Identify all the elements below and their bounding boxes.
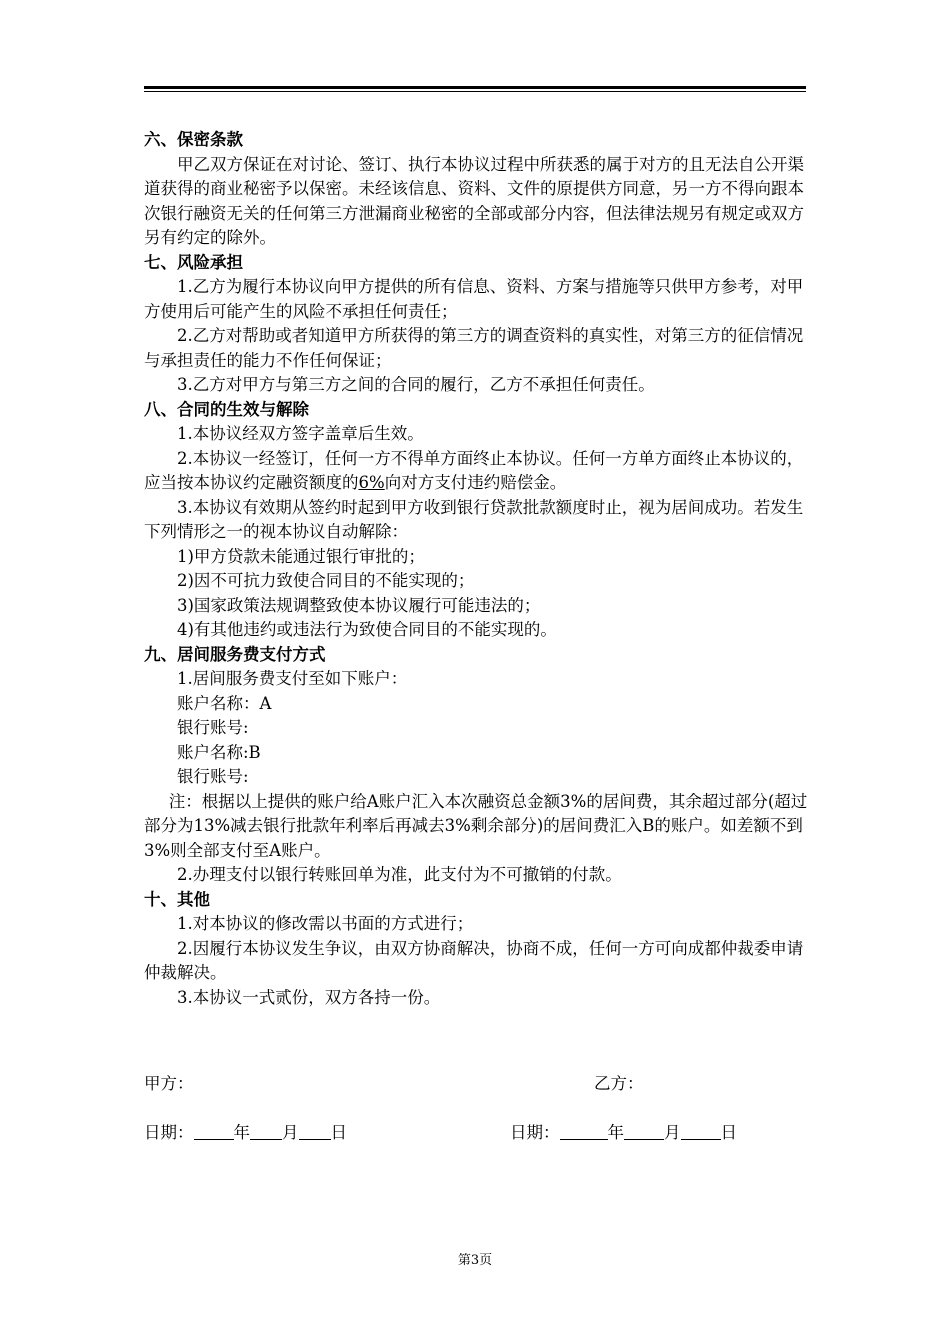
account-a-name: 账户名称：A — [177, 693, 272, 713]
year-label: 年 — [607, 1123, 624, 1142]
payment-note: 注：根据以上提供的账户给A账户汇入本次融资总金额3%的居间费，其余超过部分(超过部分为13%减去银行批款年利率后再减去3%剩余部分)的居间费汇入B的账户。如差额不到3%则全部支付至A账户。 — [144, 791, 808, 860]
month-label: 月 — [282, 1123, 299, 1142]
section-8-item: 3.本协议有效期从签约时起到甲方收到银行贷款批款额度时止，视为居间成功。若发生下列情形之一的视本协议自动解除： — [144, 497, 804, 541]
year-blank — [560, 1121, 608, 1140]
section-10-item: 2.因履行本协议发生争议，由双方协商解决，协商不成，任何一方可向成都仲裁委申请仲裁解决。 — [144, 938, 804, 982]
day-label: 日 — [330, 1123, 347, 1142]
page-number: 第3页 — [457, 1253, 493, 1268]
date-label: 日期： — [510, 1123, 560, 1142]
month-blank — [624, 1121, 664, 1140]
termination-case: 4)有其他违约或违法行为致使合同目的不能实现的。 — [177, 620, 557, 639]
party-a-label: 甲方： — [144, 1074, 194, 1093]
header-rule-thin — [144, 91, 806, 92]
day-label: 日 — [720, 1123, 737, 1142]
section-7-item: 1.乙方为履行本协议向甲方提供的所有信息、资料、方案与措施等只供甲方参考，对甲方使用后可能产生的风险不承担任何责任； — [144, 277, 804, 321]
section-9-title: 九、居间服务费支付方式 — [144, 644, 326, 664]
section-7-item: 2.乙方对帮助或者知道甲方所获得的第三方的调查资料的真实性，对第三方的征信情况与承担责任的能力不作任何保证； — [144, 326, 804, 370]
section-10-title: 十、其他 — [144, 889, 210, 909]
section-10-item: 1.对本协议的修改需以书面的方式进行； — [177, 914, 474, 933]
section-8-item2-post: 向对方支付违约赔偿金。 — [384, 473, 567, 492]
account-b-number: 银行账号: — [177, 767, 249, 786]
year-label: 年 — [233, 1123, 250, 1142]
termination-case: 1)甲方贷款未能通过银行审批的； — [177, 546, 425, 566]
section-9-item: 2.办理支付以银行转账回单为准，此支付为不可撤销的付款。 — [177, 865, 622, 884]
termination-case: 3)国家政策法规调整致使本协议履行可能违法的； — [177, 595, 541, 615]
account-b-name: 账户名称:B — [177, 742, 261, 762]
party-b-label: 乙方： — [594, 1074, 644, 1093]
termination-case: 2)因不可抗力致使合同目的不能实现的； — [177, 571, 475, 590]
section-8-item — [144, 447, 810, 496]
party-a-date — [144, 1121, 347, 1145]
contract-body — [144, 128, 810, 1010]
year-blank — [194, 1121, 234, 1140]
account-a-number: 银行账号: — [177, 718, 249, 737]
section-6-title: 六、保密条款 — [144, 130, 243, 149]
party-b-date — [510, 1121, 737, 1145]
section-7-title: 七、风险承担 — [144, 252, 243, 272]
month-label: 月 — [664, 1123, 681, 1142]
day-blank — [681, 1121, 721, 1140]
section-8-item2-pre: 2.本协议一经签订，任何一方不得单方面终止本协议。任何一方单方面终止本协议的，应当按本协议约定融资额度的 — [144, 448, 804, 492]
date-label: 日期： — [144, 1123, 194, 1142]
section-8-title: 八、合同的生效与解除 — [144, 399, 309, 419]
section-7-item: 3.乙方对甲方与第三方之间的合同的履行，乙方不承担任何责任。 — [177, 375, 655, 394]
section-8-item: 1.本协议经双方签字盖章后生效。 — [177, 424, 424, 443]
penalty-percent: 6% — [358, 473, 385, 492]
day-blank — [299, 1121, 331, 1140]
header-rule-thick — [144, 86, 806, 89]
month-blank — [250, 1121, 282, 1140]
section-6-paragraph: 甲乙双方保证在对讨论、签订、执行本协议过程中所获悉的属于对方的且无法自公开渠道获得的商业秘密予以保密。未经该信息、资料、文件的原提供方同意，另一方不得向跟本次银行融资无关的任何第三方泄漏商业秘密的全部或部分内容，但法律法规另有规定或双方另有约定的除外。 — [144, 154, 804, 247]
section-9-item: 1.居间服务费支付至如下账户： — [177, 669, 408, 688]
section-10-item: 3.本协议一式贰份，双方各持一份。 — [177, 987, 441, 1007]
